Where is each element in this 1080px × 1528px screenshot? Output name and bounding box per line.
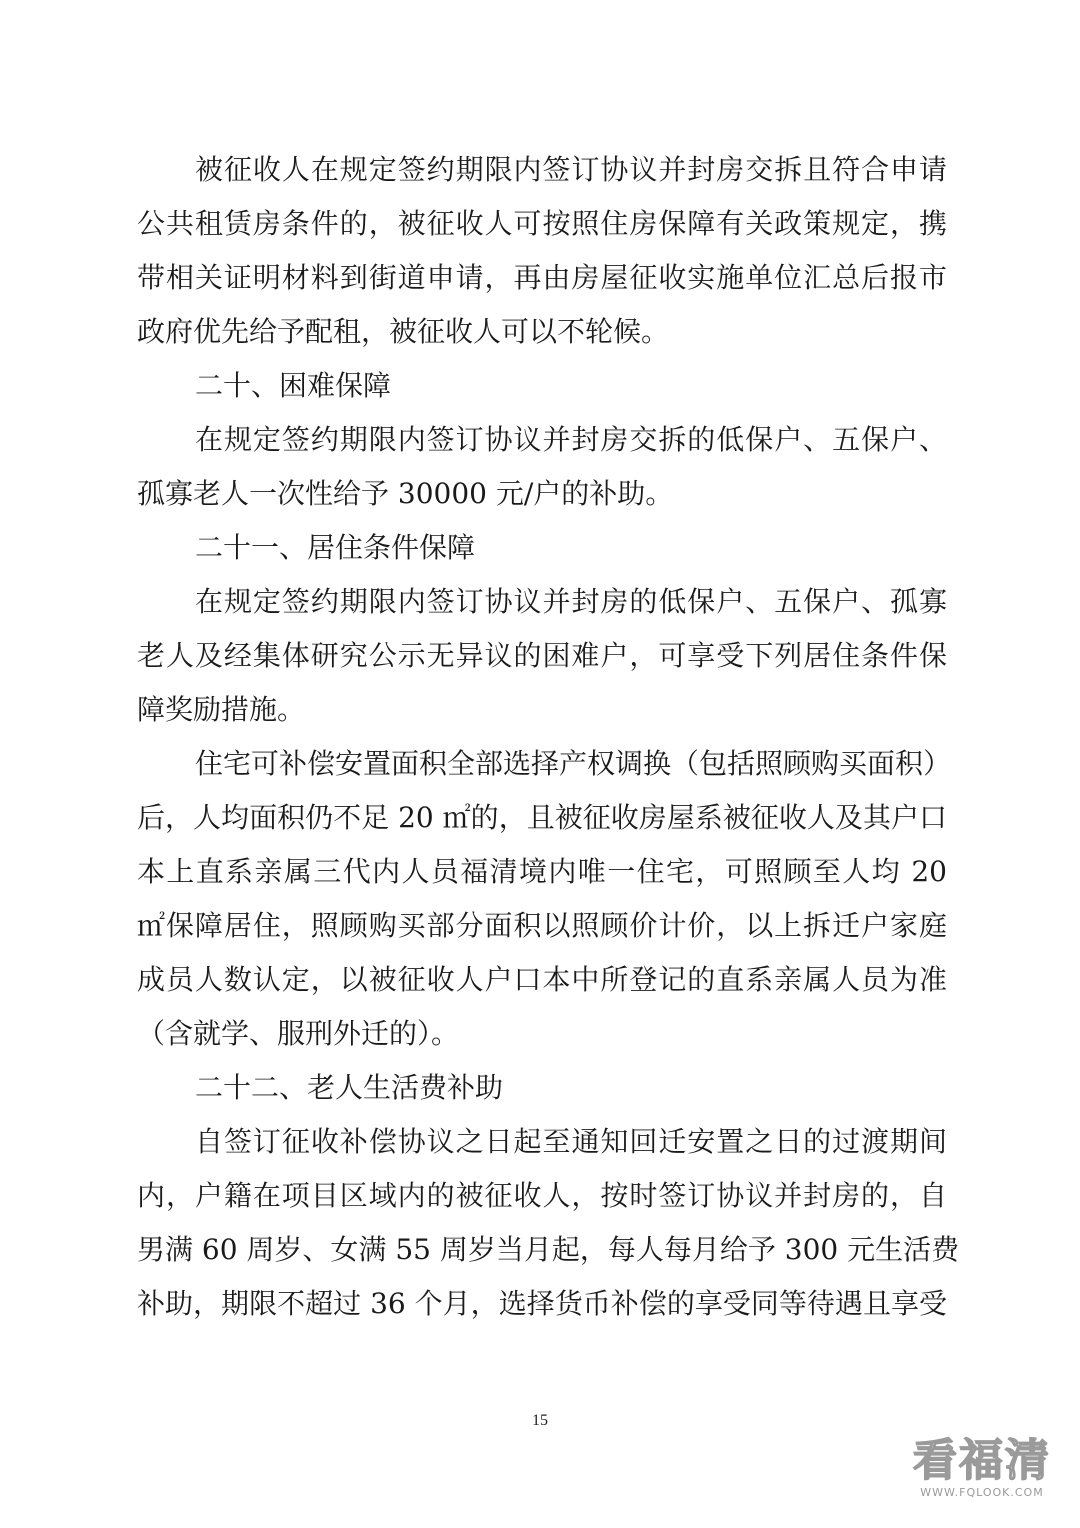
- text-line: 孤寡老人一次性给予 30000 元/户的补助。: [137, 477, 674, 510]
- watermark-url: WWW.FQLOOK.COM: [920, 1486, 1044, 1499]
- paragraph-public-rental-housing: [137, 143, 947, 359]
- text-line: 障奖励措施。: [137, 693, 306, 726]
- document-body: [137, 143, 960, 1331]
- site-watermark: [912, 1436, 1052, 1499]
- paragraph-living-conditions: [137, 575, 947, 737]
- text-line: 补助，期限不超过 36 个月，选择货币补偿的享受同等待遇且享受: [137, 1287, 947, 1320]
- text-line: 公共租赁房条件的，被征收人可按照住房保障有关政策规定，携: [137, 207, 947, 240]
- text-line: 成员人数认定，以被征收人户口本中所登记的直系亲属人员为准: [137, 963, 947, 996]
- section-heading-21: 二十一、居住条件保障: [195, 531, 476, 564]
- text-line: 住宅可补偿安置面积全部选择产权调换（包括照顾购买面积）: [195, 747, 952, 780]
- section-heading-22: 二十二、老人生活费补助: [195, 1071, 504, 1104]
- page-number: 15: [532, 1412, 548, 1429]
- text-line: 老人及经集体研究公示无异议的困难户，可享受下列居住条件保: [137, 639, 947, 672]
- text-line: 本上直系亲属三代内人员福清境内唯一住宅，可照顾至人均 20: [137, 855, 947, 888]
- paragraph-housing-area: [137, 737, 952, 1061]
- text-line: 政府优先给予配租，被征收人可以不轮候。: [137, 315, 670, 348]
- text-line: （含就学、服刑外迁的）。: [137, 1017, 460, 1050]
- watermark-logo: 看福清: [913, 1435, 1051, 1486]
- text-line: 内，户籍在项目区域内的被征收人，按时签订协议并封房的，自: [137, 1179, 947, 1212]
- text-line: 自签订征收补偿协议之日起至通知回迁安置之日的过渡期间: [195, 1125, 947, 1158]
- text-line: ㎡保障居住，照顾购买部分面积以照顾价计价，以上拆迁户家庭: [137, 909, 947, 942]
- text-line: 被征收人在规定签约期限内签订协议并封房交拆且符合申请: [195, 153, 947, 186]
- paragraph-elderly-subsidy: [137, 1115, 960, 1331]
- text-line: 男满 60 周岁、女满 55 周岁当月起，每人每月给予 300 元生活费: [137, 1233, 960, 1266]
- text-line: 在规定签约期限内签订协议并封房的低保户、五保户、孤寡: [195, 585, 947, 618]
- paragraph-hardship-subsidy: [137, 413, 947, 521]
- text-line: 在规定签约期限内签订协议并封房交拆的低保户、五保户、: [195, 423, 947, 456]
- text-line: 后，人均面积仍不足 20 ㎡的，且被征收房屋系被征收人及其户口: [137, 801, 947, 834]
- section-heading-20: 二十、困难保障: [195, 369, 392, 402]
- text-line: 带相关证明材料到街道申请，再由房屋征收实施单位汇总后报市: [137, 261, 947, 294]
